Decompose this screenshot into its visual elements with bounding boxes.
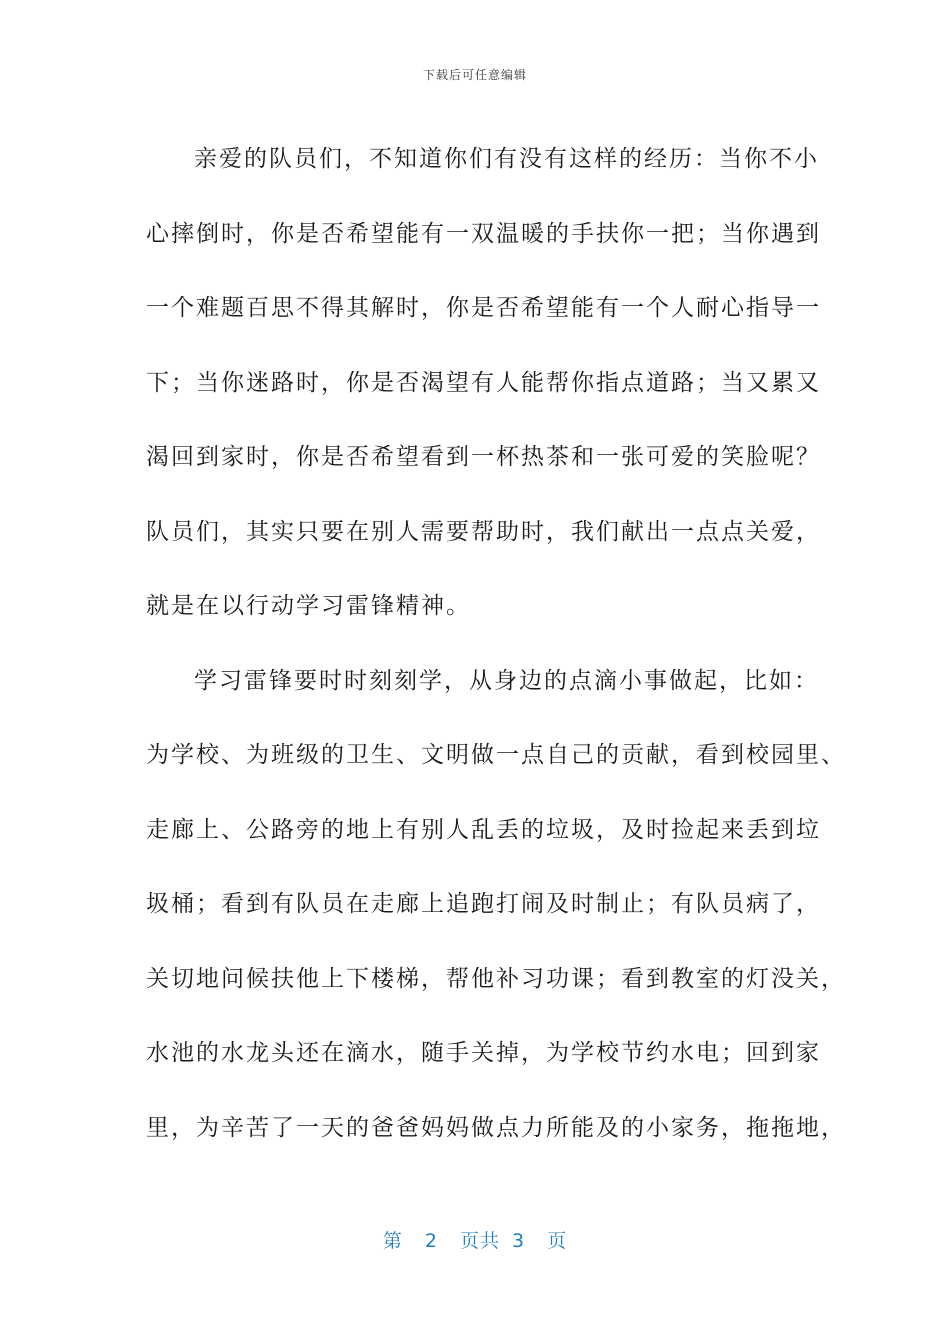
footer-label-ye: 页 (547, 1230, 568, 1252)
footer-label-ye-gong: 页共 (459, 1230, 500, 1252)
paragraph-line: 学习雷锋要时时刻刻学，从身边的点滴小事做起，比如： (194, 667, 819, 694)
footer-page-total: 3 (512, 1230, 526, 1252)
paragraph-line: 里，为辛苦了一天的爸爸妈妈做点力所能及的小家务，拖拖地， (146, 1114, 846, 1141)
paragraph-line: 一个难题百思不得其解时，你是否希望能有一个人耐心指导一 (146, 295, 821, 321)
paragraph-line: 队员们，其实只要在别人需要帮助时，我们献出一点点关爱， (146, 518, 821, 545)
page-footer (0, 1226, 950, 1253)
paragraph-line: 关切地问候扶他上下楼梯，帮他补习功课；看到教室的灯没关， (146, 965, 846, 992)
paragraph-line: 为学校、为班级的卫生、文明做一点自己的贡献，看到校园里、 (146, 742, 846, 768)
paragraph-line: 圾桶；看到有队员在走廊上追跑打闹及时制止；有队员病了， (146, 891, 821, 917)
paragraph-line: 走廊上、公路旁的地上有别人乱丢的垃圾，及时捡起来丢到垃 (146, 816, 821, 843)
header-note: 下载后可任意编辑 (422, 68, 527, 82)
footer-label-di: 第 (382, 1230, 403, 1252)
paragraph-line: 心摔倒时，你是否希望能有一双温暖的手扶你一把；当你遇到 (146, 220, 821, 247)
paragraph-line: 亲爱的队员们，不知道你们有没有这样的经历：当你不小 (194, 146, 819, 172)
paragraph-line: 就是在以行动学习雷锋精神。 (146, 593, 471, 619)
footer-page-current: 2 (424, 1230, 438, 1252)
body-text (146, 122, 846, 1165)
paragraph-line: 渴回到家时，你是否希望看到一杯热茶和一张可爱的笑脸呢？ (146, 444, 821, 470)
paragraph-line: 下；当你迷路时，你是否渴望有人能帮你指点道路；当又累又 (146, 369, 821, 396)
paragraph-line: 水池的水龙头还在滴水，随手关掉，为学校节约水电；回到家 (146, 1040, 821, 1066)
